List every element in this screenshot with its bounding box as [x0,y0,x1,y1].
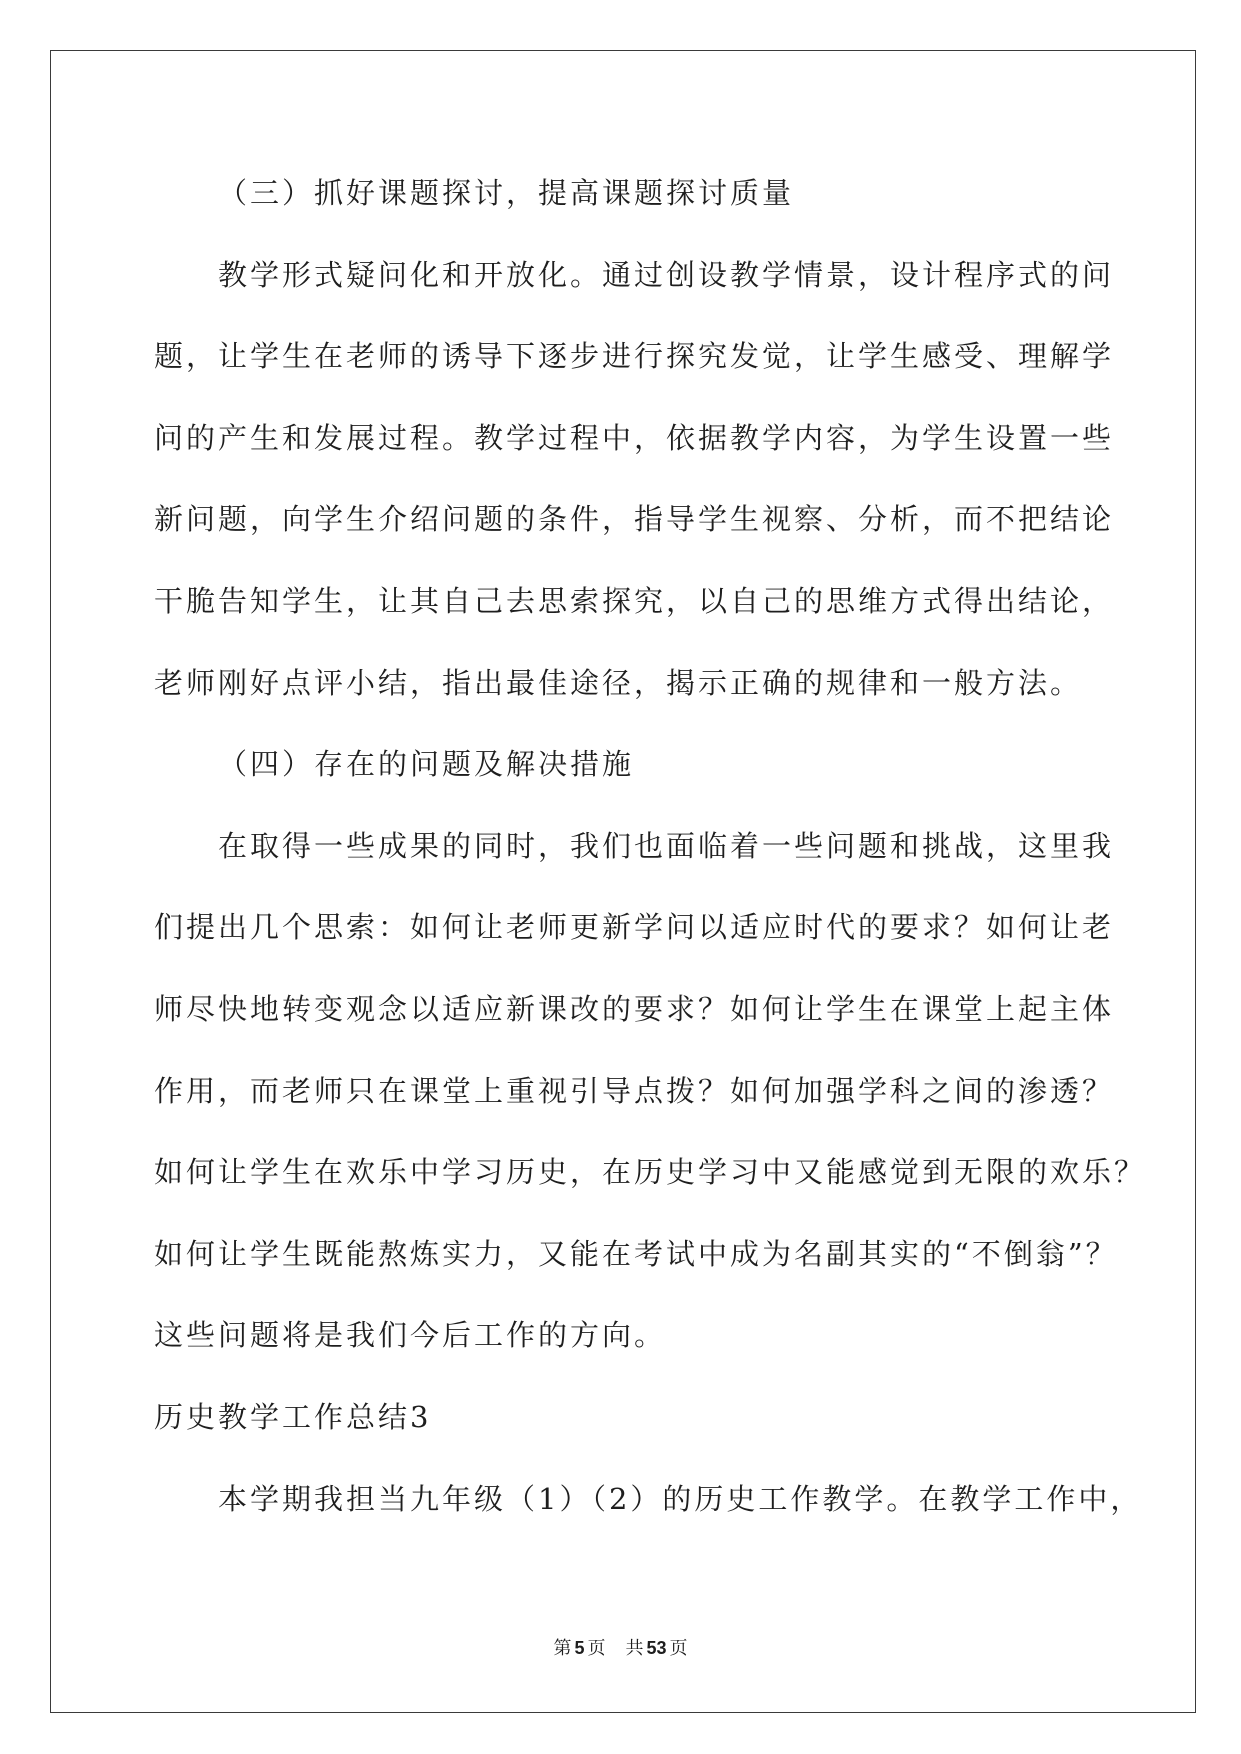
paragraph-line: 老师刚好点评小结，指出最佳途径，揭示正确的规律和一般方法。 [154,665,1083,700]
document-body [154,153,1164,1540]
paragraph-line: 题，让学生在老师的诱导下逐步进行探究发觉，让学生感受、理解学 [154,339,1115,374]
page-footer [0,1636,1241,1661]
paragraph-line: 新问题，向学生介绍问题的条件，指导学生视察、分析，而不把结论 [154,502,1115,537]
paragraph-line: 这些问题将是我们今后工作的方向。 [154,1318,667,1353]
footer-page-suffix: 页 [587,1638,606,1659]
paragraph-line: 如何让学生在欢乐中学习历史，在历史学习中又能感觉到无限的欢乐？ [154,1155,1147,1190]
paragraph-intro [154,1459,1164,1541]
footer-total-prefix: 共 [625,1638,644,1659]
footer-total-pages: 53 [646,1638,667,1658]
footer-page-number: 5 [574,1638,585,1658]
subheading-four: （四）存在的问题及解决措施 [218,747,635,782]
section-title: 历史教学工作总结3 [154,1399,432,1434]
paragraph-line: 师尽快地转变观念以适应新课改的要求？如何让学生在课堂上起主体 [154,991,1115,1026]
paragraph-line: 作用，而老师只在课堂上重视引导点拨？如何加强学科之间的渗透？ [154,1073,1115,1108]
paragraph-line: 本学期我担当九年级（1）（2）的历史工作教学。在教学工作中， [218,1481,1143,1516]
paragraph-research [154,235,1164,725]
paragraph-line: 教学形式疑问化和开放化。通过创设教学情景，设计程序式的问 [218,257,1115,292]
paragraph-problems [154,806,1164,1377]
footer-total-suffix: 页 [669,1638,688,1659]
paragraph-line: 在取得一些成果的同时，我们也面临着一些问题和挑战，这里我 [218,828,1115,863]
paragraph-line: 干脆告知学生，让其自己去思索探究，以自己的思维方式得出结论， [154,583,1115,618]
paragraph-line: 如何让学生既能熬炼实力，又能在考试中成为名副其实的“不倒翁”？ [154,1236,1118,1271]
paragraph-line: 问的产生和发展过程。教学过程中，依据教学内容，为学生设置一些 [154,420,1115,455]
subheading-three: （三）抓好课题探讨，提高课题探讨质量 [218,176,795,210]
footer-page-prefix: 第 [553,1638,572,1659]
paragraph-line: 们提出几个思索：如何让老师更新学问以适应时代的要求？如何让老 [154,910,1115,945]
